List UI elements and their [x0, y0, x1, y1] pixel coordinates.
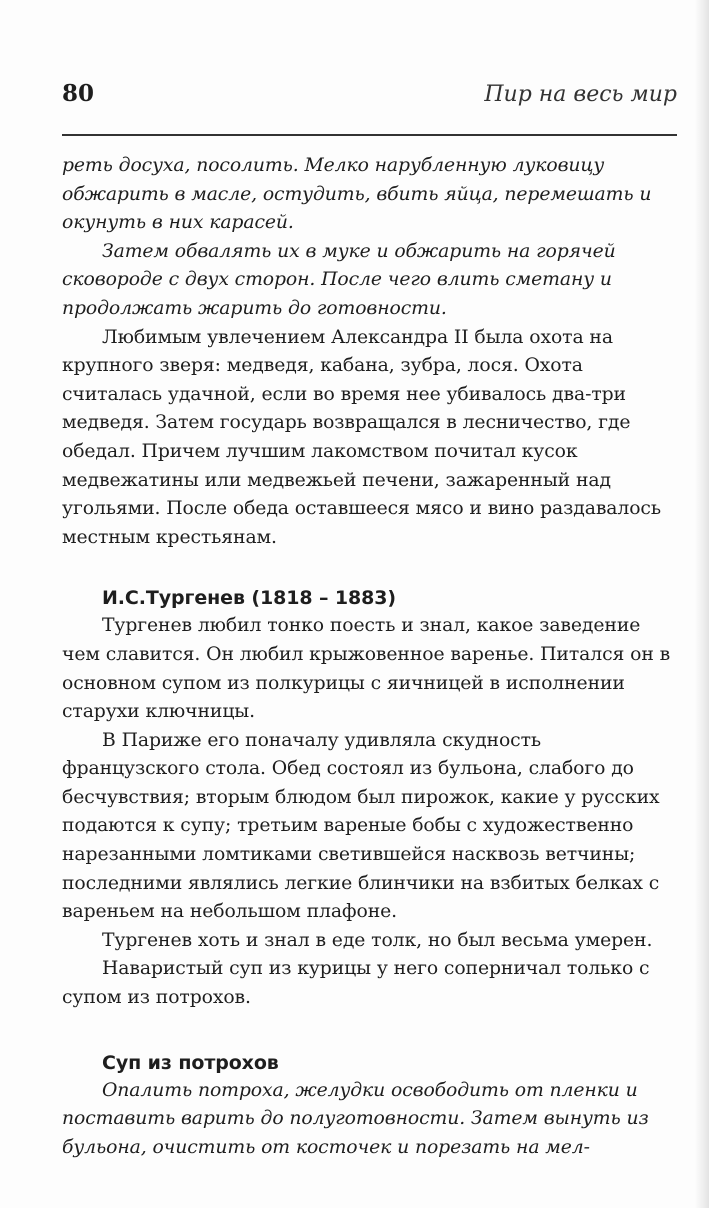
- paragraph-turgenev-moderate: Тургенев хоть и знал в еде толк, но был весьма умерен.: [102, 929, 653, 951]
- paragraph-paris-table: В Париже его поначалу удивляла скудность французского стола. Обед состоял из бульона, слабого до бесчувствия; вторым блюдом был пирожок, какие у русских подаются к супу; третьим вареные бобы с художественно нарезанными ломтиками светившейся насквозь ветчины; последними являлись легкие блинчики на взбитых белках с вареньем на небольшом плафоне.: [62, 729, 660, 923]
- section-spacer: [62, 552, 677, 584]
- section-heading-giblet-soup: Суп из потрохов: [102, 1051, 279, 1074]
- running-title: Пир на весь мир: [484, 82, 677, 107]
- page-header: [62, 80, 677, 107]
- paragraph-chicken-soup: Наваристый суп из курицы у него соперничал только с супом из потрохов.: [62, 958, 650, 1009]
- page-edge-shadow: [695, 0, 709, 1208]
- paragraph-alexander-hunting: Любимым увлечением Александра II была охота на крупного зверя: медведя, кабана, зубра, лося. Охота считалась удачной, если во время нее убивалось два-три медведя. Затем государь возвращался в лесничество, где обедал. Причем лучшим лакомством почитал кусок медвежатины или медвежьей печени, зажаренный над угольями. После обеда оставшееся мясо и вино раздавалось местным крестьянам.: [62, 326, 661, 548]
- paragraph-turgenev-taste: Тургенев любил тонко поесть и знал, какое заведение чем славится. Он любил крыжовенное варенье. Питался он в основном супом из полкурицы с яичницей в исполнении старухи ключницы.: [62, 615, 671, 723]
- page-body: [62, 152, 677, 1162]
- section-heading-turgenev: И.С.Тургенев (1818 – 1883): [102, 587, 396, 610]
- paragraph-giblet-recipe: Опалить потроха, желудки освободить от пленки и поставить варить до полуготовности. Затем вынуть из бульона, очистить от косточек и порезать на мел-: [62, 1079, 649, 1158]
- section-spacer: [62, 1013, 677, 1049]
- paragraph-recipe-frying: Затем обвалять их в муке и обжарить на горячей сковороде с двух сторон. После чего влить сметану и продолжать жарить до готовности.: [62, 240, 616, 319]
- page-number: 80: [62, 80, 95, 107]
- header-rule: [62, 134, 677, 136]
- paragraph-recipe-continued: реть досуха, посолить. Мелко нарубленную луковицу обжарить в масле, остудить, вбить яйца, перемешать и окунуть в них карасей.: [62, 155, 652, 234]
